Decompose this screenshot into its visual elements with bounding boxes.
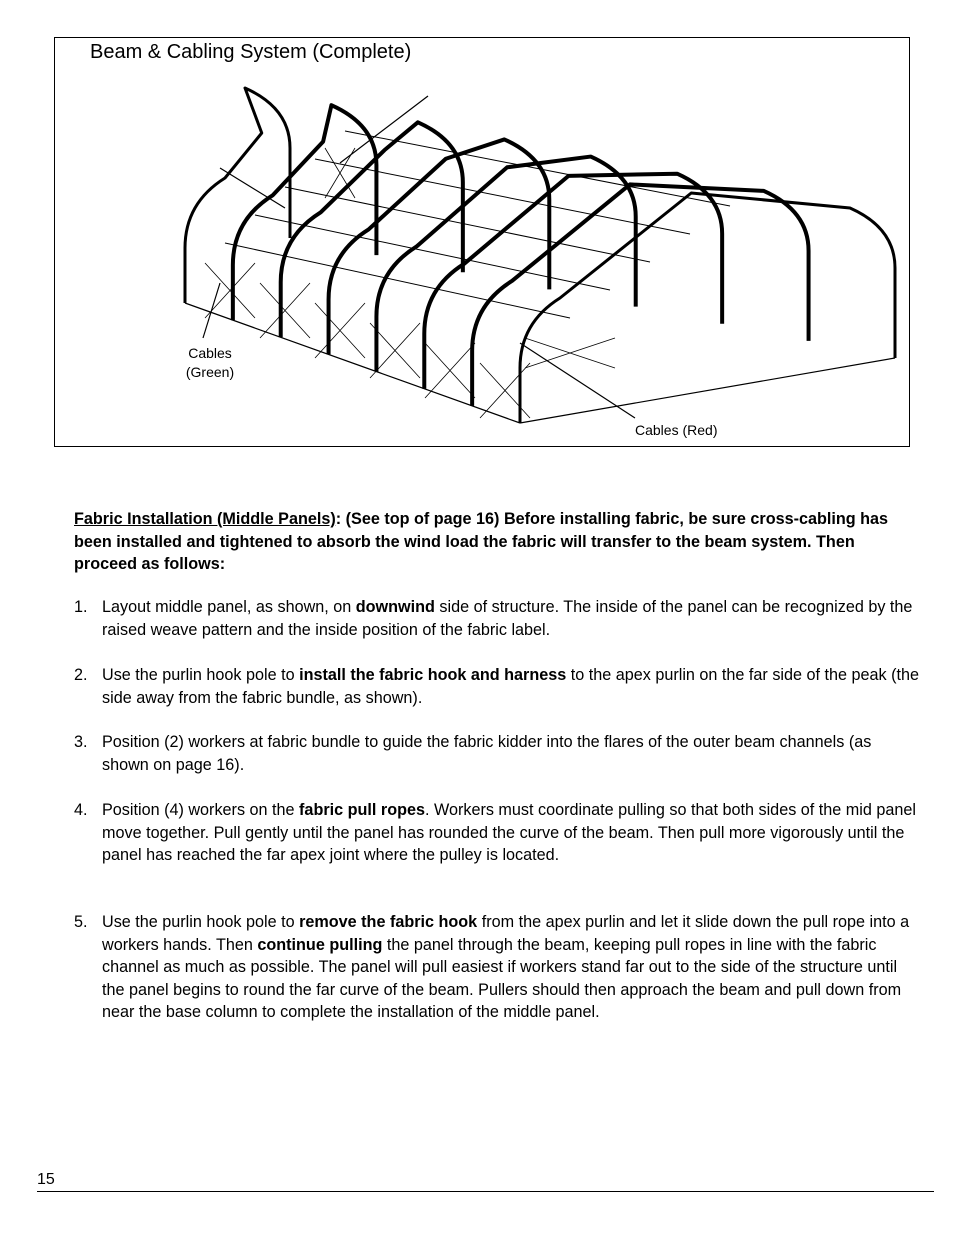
- section-intro: [74, 508, 904, 576]
- step-3: [74, 731, 919, 776]
- step-number: 2.: [74, 666, 88, 684]
- step-number: 5.: [74, 913, 88, 931]
- figure-title: Beam & Cabling System (Complete): [90, 41, 412, 63]
- structure-illustration: [55, 38, 911, 448]
- step-text: Use the purlin hook pole to install the fabric hook and harness to the apex purlin on the far side of the peak (the side away from the fabric bundle, as shown).: [102, 666, 920, 707]
- step-number: 1.: [74, 598, 88, 616]
- step-1: [74, 596, 919, 641]
- figure-frame: [54, 37, 910, 447]
- step-text: Position (4) workers on the fabric pull ropes. Workers must coordinate pulling so that both sides of the mid panel move together. Pull gently until the panel has rounded the curve of the beam. Then pull more vigorously until the panel has reached the far apex joint where the pulley is located.: [102, 801, 916, 864]
- step-4: [74, 799, 919, 867]
- page-number: 15: [37, 1171, 55, 1188]
- step-number: 3.: [74, 733, 88, 751]
- step-text: Layout middle panel, as shown, on downwind side of structure. The inside of the panel can be recognized by the raised weave pattern and the inside position of the fabric label.: [102, 598, 913, 639]
- step-2: [74, 664, 919, 709]
- callout-cables-red: Cables (Red): [635, 422, 718, 438]
- step-text: Use the purlin hook pole to remove the fabric hook from the apex purlin and let it slide down the pull rope into a workers hands. Then continue pulling the panel through the beam, keeping pull ropes in line with the fabric channel as much as possible. The panel will pull easiest if workers stand far out to the side of the structure until the panel begins to round the far curve of the beam. Pullers should then approach the beam and pull down from near the base column to complete the installation of the middle panel.: [102, 913, 910, 1021]
- step-number: 4.: [74, 801, 88, 819]
- section-intro-text: : (See top of page 16) Before installing fabric, be sure cross-cabling has been installed and tightened to absorb the wind load the fabric will transfer to the beam system. Then proceed as follows:: [74, 510, 889, 573]
- footer-rule: [37, 1191, 934, 1192]
- step-text: Position (2) workers at fabric bundle to guide the fabric kidder into the flares of the outer beam channels (as shown on page 16).: [102, 733, 872, 774]
- section-heading: Fabric Installation (Middle Panels): [74, 510, 336, 528]
- callout-cables-green: Cables (Green): [185, 345, 235, 380]
- step-5: [74, 911, 919, 1024]
